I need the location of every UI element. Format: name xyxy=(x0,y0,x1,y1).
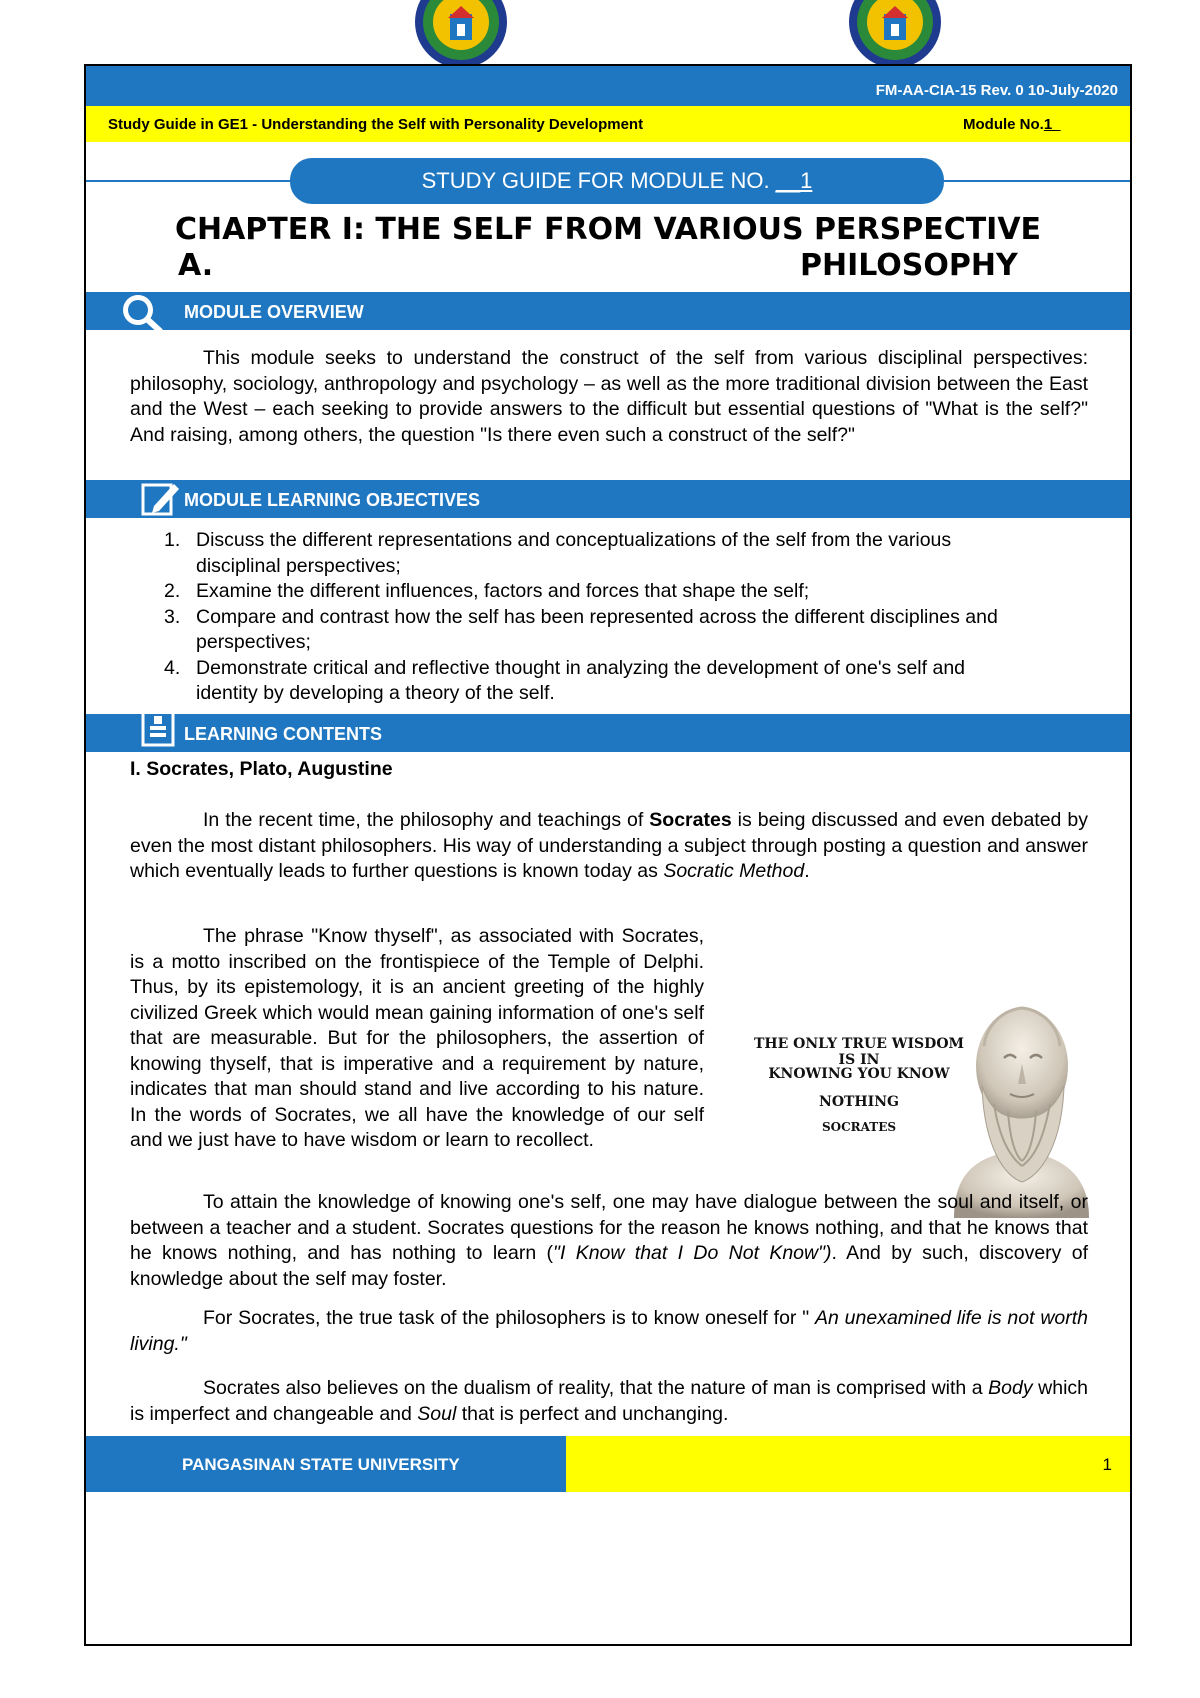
page-number: 1 xyxy=(1102,1455,1112,1474)
socrates-figure xyxy=(744,986,1084,1218)
paragraph-dualism: Socrates also believes on the dualism of reality, that the nature of man is comprised with a Body which is imperfect and changeable and Soul that is perfect and unchanging. xyxy=(130,1377,1088,1425)
study-guide-banner: STUDY GUIDE FOR MODULE NO. __1 xyxy=(290,158,944,204)
banner-module-number: __1 xyxy=(775,168,813,193)
paragraph-unexamined-life: For Socrates, the true task of the philosophers is to know oneself for " An unexamined life is not worth living." xyxy=(130,1307,1089,1355)
footer-page xyxy=(566,1436,1130,1492)
form-code: FM-AA-CIA-15 Rev. 0 10-July-2020 xyxy=(875,82,1118,99)
quote-line: THE ONLY TRUE WISDOM IS IN xyxy=(753,1036,965,1068)
document-icon xyxy=(140,708,180,755)
section-label: MODULE LEARNING OBJECTIVES xyxy=(184,490,481,510)
university-seal-left xyxy=(412,0,510,70)
list-item: 4. Demonstrate critical and reflective thought in analyzing the development of one's self and identity by developing a theory of the self. xyxy=(164,656,966,704)
section-label: LEARNING CONTENTS xyxy=(184,724,382,744)
quote-line: KNOWING YOU KNOW xyxy=(768,1066,950,1082)
socrates-bust-image xyxy=(944,986,1094,1218)
header-blue-bar xyxy=(86,66,1130,106)
list-item: 2. Examine the different influences, factors and forces that shape the self; xyxy=(164,580,810,602)
page-frame xyxy=(84,64,1132,1646)
edit-pencil-icon xyxy=(140,480,180,523)
list-item: 1. Discuss the different representations and conceptualizations of the self from the various disciplinal perspectives; xyxy=(164,529,952,577)
magnifier-icon xyxy=(118,290,166,339)
chapter-sub-title: PHILOSOPHY xyxy=(800,248,1018,283)
list-item: 3. Compare and contrast how the self has been represented across the different disciplines and perspectives; xyxy=(164,605,998,653)
paragraph-socrates-intro: In the recent time, the philosophy and teachings of Socrates is being discussed and even debated by even the most distant philosophers. His way of understanding a subject through posting a question and answer which eventually leads to further questions is known today as Socratic Method. xyxy=(130,809,1088,882)
objectives-list xyxy=(164,528,1024,707)
university-name: PANGASINAN STATE UNIVERSITY xyxy=(182,1455,460,1474)
study-guide-title: Study Guide in GE1 - Understanding the Self with Personality Development xyxy=(108,116,644,133)
quote-line: NOTHING xyxy=(819,1094,899,1110)
section-module-overview xyxy=(86,292,1130,330)
module-number-label: Module No.1_ xyxy=(963,116,1061,133)
paragraph-know-thyself: The phrase "Know thyself", as associated with Socrates, is a motto inscribed on the frontispiece of the Temple of Delphi. Thus, by its epistemology, it is an ancient greeting of the highly civilized Greek which would mean gaining information of one's self that are measurable. But for the philosophers, the assertion of knowing thyself, that is imperative and a requirement by nature, indicates that man should stand and live according to his nature. In the words of Socrates, we all have the knowledge of our self and we just have to have wisdom or learn to recollect. xyxy=(130,925,704,1151)
section-learning-contents xyxy=(86,714,1130,752)
chapter-sub-letter: A. xyxy=(178,248,214,283)
quote-author: SOCRATES xyxy=(821,1120,897,1134)
chapter-title: CHAPTER I: THE SELF FROM VARIOUS PERSPECTIVE xyxy=(174,212,1042,247)
section-learning-objectives xyxy=(86,480,1130,518)
university-seal-right xyxy=(846,0,944,70)
overview-paragraph: This module seeks to understand the construct of the self from various disciplinal perspectives: philosophy, sociology, anthropology and psychology – as well as the more traditional division between the East and the West – each seeking to provide answers to the difficult but essential questions of "What is the self?" And raising, among others, the question "Is there even such a construct of the self?" xyxy=(130,347,1088,446)
module-number: 1_ xyxy=(1043,116,1061,133)
footer-university xyxy=(86,1436,566,1492)
contents-heading: I. Socrates, Plato, Augustine xyxy=(130,758,393,780)
section-label: MODULE OVERVIEW xyxy=(184,302,364,322)
header-yellow-bar xyxy=(86,106,1130,142)
paragraph-dialogue: To attain the knowledge of knowing one's self, one may have dialogue between the soul and itself, or between a teacher and a student. Socrates questions for the reason he knows nothing, and that he knows that he knows nothing, and has nothing to learn ("I Know that I Do Not Know"). And by such, discovery of knowledge about the self may foster. xyxy=(130,1191,1089,1290)
